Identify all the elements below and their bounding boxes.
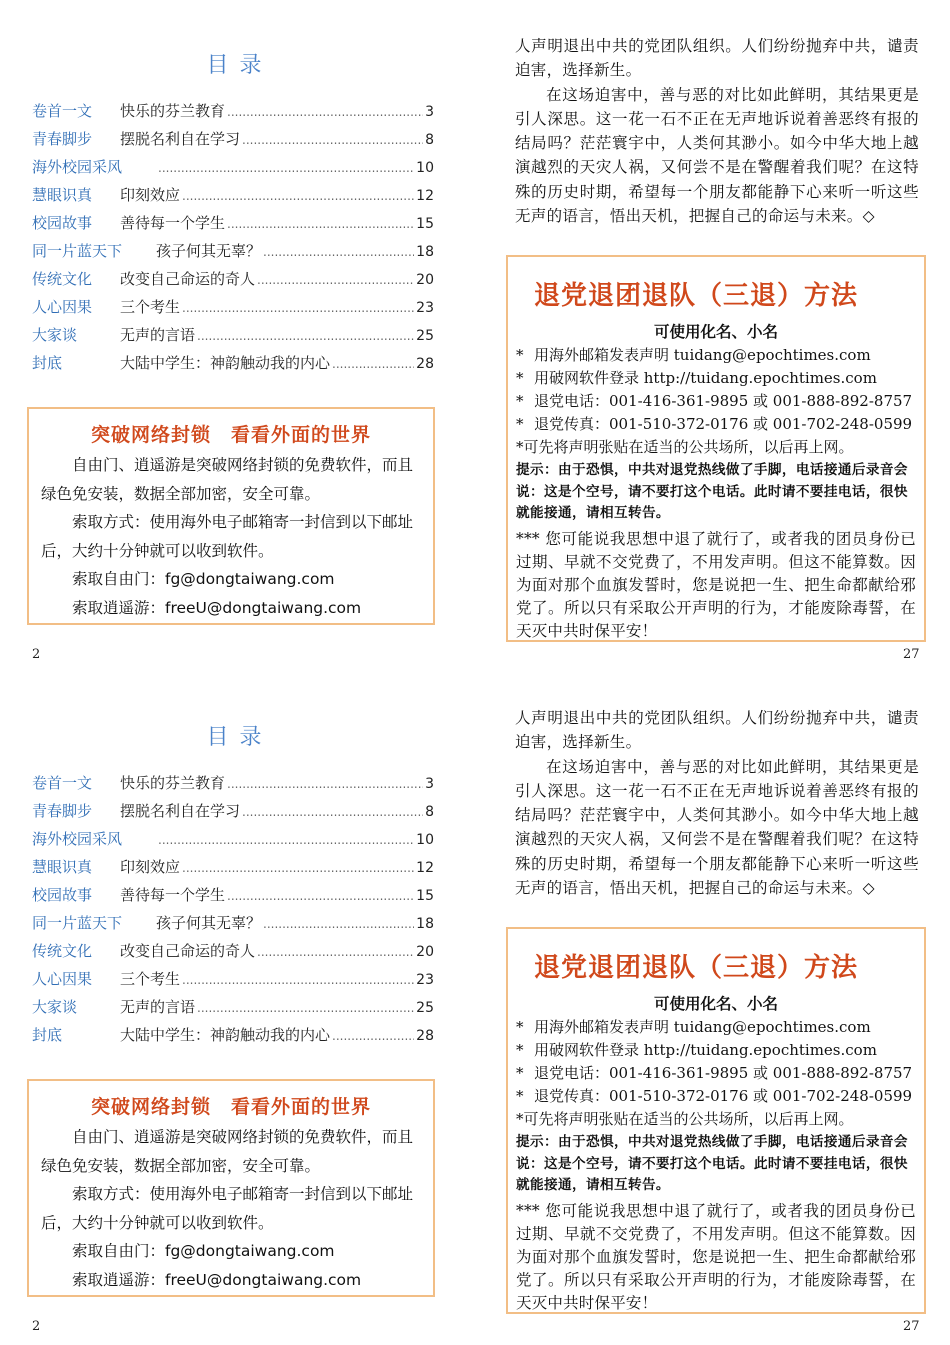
toc-page-number: 18 — [416, 244, 434, 260]
free-software-intro: 自由门、逍遥游是突破网络封锁的免费软件，而且绿色免安装，数据全部加密，安全可靠。 — [41, 1128, 414, 1175]
freegate-email[interactable]: 索取自由门：fg@dongtaiwang.com — [72, 1242, 335, 1260]
article-text — [515, 34, 919, 228]
toc-entry[interactable] — [32, 156, 434, 184]
toc-list — [32, 772, 434, 1052]
method-post: *可先将声明张贴在适当的公共场所，以后再上网。 — [516, 1110, 854, 1128]
toc-article-title: 三个考生 — [120, 970, 181, 988]
toc-page-number: 28 — [416, 356, 434, 372]
free-software-title: 突破网络封锁 看看外面的世界 — [90, 1096, 371, 1118]
toc-section-name: 青春脚步 — [32, 130, 93, 148]
toc-section-name: 校园故事 — [32, 886, 93, 904]
method-phone — [516, 390, 916, 413]
toc-entry[interactable] — [32, 1024, 434, 1052]
toc-section-name: 校园故事 — [32, 214, 93, 232]
toc-title: 目 录 — [206, 725, 264, 750]
toc-section-name: 青春脚步 — [32, 802, 93, 820]
toc-page-number: 23 — [416, 972, 434, 988]
method-fax-text: 退党传真：001-510-372-0176 或 001-702-248-0599 — [534, 415, 913, 433]
free-software-howto: 索取方式：使用海外电子邮箱寄一封信到以下邮址后，大约十分钟就可以收到软件。 — [41, 513, 414, 560]
article-paragraph: 在这场迫害中，善与恶的对比如此鲜明，其结果更是引人深思。这一花一石不正在无声地诉说着善恶终有报的结局吗？茫茫寰宇中，人类何其渺小。如今中华大地上越演越烈的天灾人祸，又何尝不是在警醒着我们呢？在这特殊的历史时期，希望每一个朋友都能静下心来听一听这些无声的语言，悟出天机，把握自己的命运与未来。◇ — [515, 757, 919, 898]
toc-article-title: 大陆中学生：神韵触动我的内心 — [120, 1026, 331, 1044]
freeu-email[interactable]: 索取逍遥游：freeU@dongtaiwang.com — [72, 1270, 362, 1289]
quit-party-subtitle: 可使用化名、小名 — [653, 322, 778, 341]
toc-leader-dots — [242, 805, 423, 819]
toc-leader-dots — [158, 161, 414, 175]
toc-page-number: 15 — [416, 216, 434, 232]
toc-article-title: 印刻效应 — [120, 186, 181, 204]
toc-leader-dots — [257, 945, 414, 959]
toc-leader-dots — [227, 217, 414, 231]
toc-page-number: 25 — [416, 328, 434, 344]
free-software-howto: 索取方式：使用海外电子邮箱寄一封信到以下邮址后，大约十分钟就可以收到软件。 — [41, 1185, 414, 1232]
article-paragraph: 人声明退出中共的党团队组织。人们纷纷抛弃中共，谴责迫害，选择新生。 — [515, 709, 919, 752]
toc-entry[interactable] — [32, 324, 434, 352]
toc-article-title: 大陆中学生：神韵触动我的内心 — [120, 354, 331, 372]
toc-entry[interactable] — [32, 884, 434, 912]
method-phone-text: 退党电话：001-416-361-9895 或 001-888-892-8757 — [534, 392, 913, 410]
toc-article-title: 摆脱名利自在学习 — [120, 802, 241, 820]
bullet-star: * — [516, 1041, 524, 1059]
toc-article-title: 孩子何其无辜？ — [156, 242, 262, 260]
toc-article-title: 改变自己命运的奇人 — [120, 942, 256, 960]
toc-entry[interactable] — [32, 940, 434, 968]
toc-entry[interactable] — [32, 352, 434, 380]
method-phone-text: 退党电话：001-416-361-9895 或 001-888-892-8757 — [534, 1064, 913, 1082]
page-number-left: 2 — [32, 647, 41, 662]
method-email — [516, 1016, 916, 1039]
method-fax-text: 退党传真：001-510-372-0176 或 001-702-248-0599 — [534, 1087, 913, 1105]
free-software-text — [41, 1123, 425, 1294]
bullet-star: * — [516, 346, 524, 364]
toc-entry[interactable] — [32, 212, 434, 240]
toc-entry[interactable] — [32, 100, 434, 128]
toc-entry[interactable] — [32, 772, 434, 800]
toc-article-title: 孩子何其无辜？ — [156, 914, 262, 932]
method-web — [516, 1039, 916, 1062]
toc-section-name: 传统文化 — [32, 942, 93, 960]
toc-leader-dots — [227, 105, 423, 119]
toc-section-name: 慧眼识真 — [32, 858, 93, 876]
toc-leader-dots — [227, 777, 423, 791]
toc-page-number: 25 — [416, 1000, 434, 1016]
method-fax — [516, 413, 916, 436]
toc-leader-dots — [182, 973, 414, 987]
quit-explanation: *** 您可能说我思想中退了就行了，或者我的团员身份已过期、早就不交党费了，不用发声明。但这不能算数。因为面对那个血旗发誓时，您是说把一生、把生命都献给邪党了。所以只有采取公开声明的行为，才能废除毒誓，在天灭中共时保平安！ — [516, 1201, 916, 1312]
bullet-star: * — [516, 369, 524, 387]
spread — [0, 0, 950, 672]
toc-leader-dots — [332, 1029, 414, 1043]
toc-section-name: 海外校园采风 — [32, 830, 123, 848]
bullet-star: * — [516, 1064, 524, 1082]
free-software-title: 突破网络封锁 看看外面的世界 — [90, 424, 371, 446]
spread — [0, 672, 950, 1344]
method-phone — [516, 1062, 916, 1085]
toc-page-number: 3 — [425, 104, 434, 120]
toc-entry[interactable] — [32, 912, 434, 940]
toc-leader-dots — [197, 1001, 414, 1015]
toc-section-name: 人心因果 — [32, 298, 93, 316]
toc-article-title: 摆脱名利自在学习 — [120, 130, 241, 148]
page-number-right: 27 — [903, 1319, 920, 1334]
article-paragraph: 在这场迫害中，善与恶的对比如此鲜明，其结果更是引人深思。这一花一石不正在无声地诉说着善恶终有报的结局吗？茫茫寰宇中，人类何其渺小。如今中华大地上越演越烈的天灾人祸，又何尝不是在警醒着我们呢？在这特殊的历史时期，希望每一个朋友都能静下心来听一听这些无声的语言，悟出天机，把握自己的命运与未来。◇ — [515, 85, 919, 226]
toc-leader-dots — [182, 189, 414, 203]
method-post: *可先将声明张贴在适当的公共场所，以后再上网。 — [516, 438, 854, 456]
page-number-left: 2 — [32, 1319, 41, 1334]
quit-explanation: *** 您可能说我思想中退了就行了，或者我的团员身份已过期、早就不交党费了，不用发声明。但这不能算数。因为面对那个血旗发誓时，您是说把一生、把生命都献给邪党了。所以只有采取公开声明的行为，才能废除毒誓，在天灭中共时保平安！ — [516, 529, 916, 640]
toc-entry[interactable] — [32, 268, 434, 296]
method-email-text[interactable]: 用海外邮箱发表声明 tuidang@epochtimes.com — [534, 1018, 871, 1036]
quit-party-title: 退党退团退队（三退）方法 — [534, 953, 859, 983]
toc-leader-dots — [227, 889, 414, 903]
toc-section-name: 封底 — [32, 1026, 63, 1044]
toc-section-name: 卷首一文 — [32, 102, 93, 120]
toc-section-name: 大家谈 — [32, 998, 78, 1016]
toc-section-name: 封底 — [32, 354, 63, 372]
free-software-box — [27, 1079, 435, 1297]
bullet-star: * — [516, 415, 524, 433]
quit-party-box — [506, 255, 926, 642]
toc-leader-dots — [182, 861, 414, 875]
free-software-text — [41, 451, 425, 622]
quit-party-box — [506, 927, 926, 1314]
toc-article-title: 无声的言语 — [120, 326, 196, 344]
toc-page-number: 12 — [416, 188, 434, 204]
toc-page-number: 8 — [425, 132, 434, 148]
toc-article-title: 改变自己命运的奇人 — [120, 270, 256, 288]
method-email — [516, 344, 916, 367]
toc-entry[interactable] — [32, 184, 434, 212]
toc-page-number: 3 — [425, 776, 434, 792]
toc-page-number: 20 — [416, 272, 434, 288]
method-web-text[interactable]: 用破网软件登录 http://tuidang.epochtimes.com — [534, 369, 877, 387]
toc-section-name: 传统文化 — [32, 270, 93, 288]
quit-party-title: 退党退团退队（三退）方法 — [534, 281, 859, 311]
toc-entry[interactable] — [32, 996, 434, 1024]
method-web-text[interactable]: 用破网软件登录 http://tuidang.epochtimes.com — [534, 1041, 877, 1059]
toc-entry[interactable] — [32, 828, 434, 856]
phone-warning-note: 提示：由于恐惧，中共对退党热线做了手脚，电话接通后录音会说：这是个空号，请不要打这个电话。此时请不要挂电话，很快就能接通，请相互转告。 — [516, 1134, 908, 1193]
toc-page-number: 12 — [416, 860, 434, 876]
toc-leader-dots — [197, 329, 414, 343]
article-text — [515, 706, 919, 900]
toc-article-title: 快乐的芬兰教育 — [120, 102, 226, 120]
toc-page-number: 15 — [416, 888, 434, 904]
phone-warning-note: 提示：由于恐惧，中共对退党热线做了手脚，电话接通后录音会说：这是个空号，请不要打这个电话。此时请不要挂电话，很快就能接通，请相互转告。 — [516, 462, 908, 521]
toc-section-name: 大家谈 — [32, 326, 78, 344]
toc-entry[interactable] — [32, 240, 434, 268]
toc-list — [32, 100, 434, 380]
toc-leader-dots — [263, 917, 414, 931]
article-paragraph: 人声明退出中共的党团队组织。人们纷纷抛弃中共，谴责迫害，选择新生。 — [515, 37, 919, 80]
toc-section-name: 卷首一文 — [32, 774, 93, 792]
toc-title: 目 录 — [206, 53, 264, 78]
toc-page-number: 8 — [425, 804, 434, 820]
free-software-intro: 自由门、逍遥游是突破网络封锁的免费软件，而且绿色免安装，数据全部加密，安全可靠。 — [41, 456, 414, 503]
toc-leader-dots — [158, 833, 414, 847]
toc-article-title: 快乐的芬兰教育 — [120, 774, 226, 792]
toc-leader-dots — [182, 301, 414, 315]
toc-entry[interactable] — [32, 800, 434, 828]
method-email-text[interactable]: 用海外邮箱发表声明 tuidang@epochtimes.com — [534, 346, 871, 364]
toc-section-name: 海外校园采风 — [32, 158, 123, 176]
toc-article-title: 善待每一个学生 — [120, 214, 226, 232]
toc-article-title: 善待每一个学生 — [120, 886, 226, 904]
bullet-star: * — [516, 1087, 524, 1105]
method-fax — [516, 1085, 916, 1108]
toc-page-number: 23 — [416, 300, 434, 316]
toc-article-title: 印刻效应 — [120, 858, 181, 876]
toc-article-title: 无声的言语 — [120, 998, 196, 1016]
free-software-box — [27, 407, 435, 625]
toc-leader-dots — [257, 273, 414, 287]
toc-entry[interactable] — [32, 856, 434, 884]
toc-leader-dots — [242, 133, 423, 147]
freeu-email[interactable]: 索取逍遥游：freeU@dongtaiwang.com — [72, 598, 362, 617]
toc-article-title: 三个考生 — [120, 298, 181, 316]
toc-entry[interactable] — [32, 296, 434, 324]
toc-entry[interactable] — [32, 968, 434, 996]
toc-section-name: 同一片蓝天下 — [32, 914, 123, 932]
toc-page-number: 10 — [416, 160, 434, 176]
method-web — [516, 367, 916, 390]
toc-section-name: 人心因果 — [32, 970, 93, 988]
toc-page-number: 18 — [416, 916, 434, 932]
toc-entry[interactable] — [32, 128, 434, 156]
toc-section-name: 慧眼识真 — [32, 186, 93, 204]
bullet-star: * — [516, 1018, 524, 1036]
page-number-right: 27 — [903, 647, 920, 662]
toc-section-name: 同一片蓝天下 — [32, 242, 123, 260]
quit-party-subtitle: 可使用化名、小名 — [653, 994, 778, 1013]
toc-leader-dots — [332, 357, 414, 371]
toc-page-number: 10 — [416, 832, 434, 848]
toc-page-number: 28 — [416, 1028, 434, 1044]
bullet-star: * — [516, 392, 524, 410]
toc-leader-dots — [263, 245, 414, 259]
freegate-email[interactable]: 索取自由门：fg@dongtaiwang.com — [72, 570, 335, 588]
toc-page-number: 20 — [416, 944, 434, 960]
